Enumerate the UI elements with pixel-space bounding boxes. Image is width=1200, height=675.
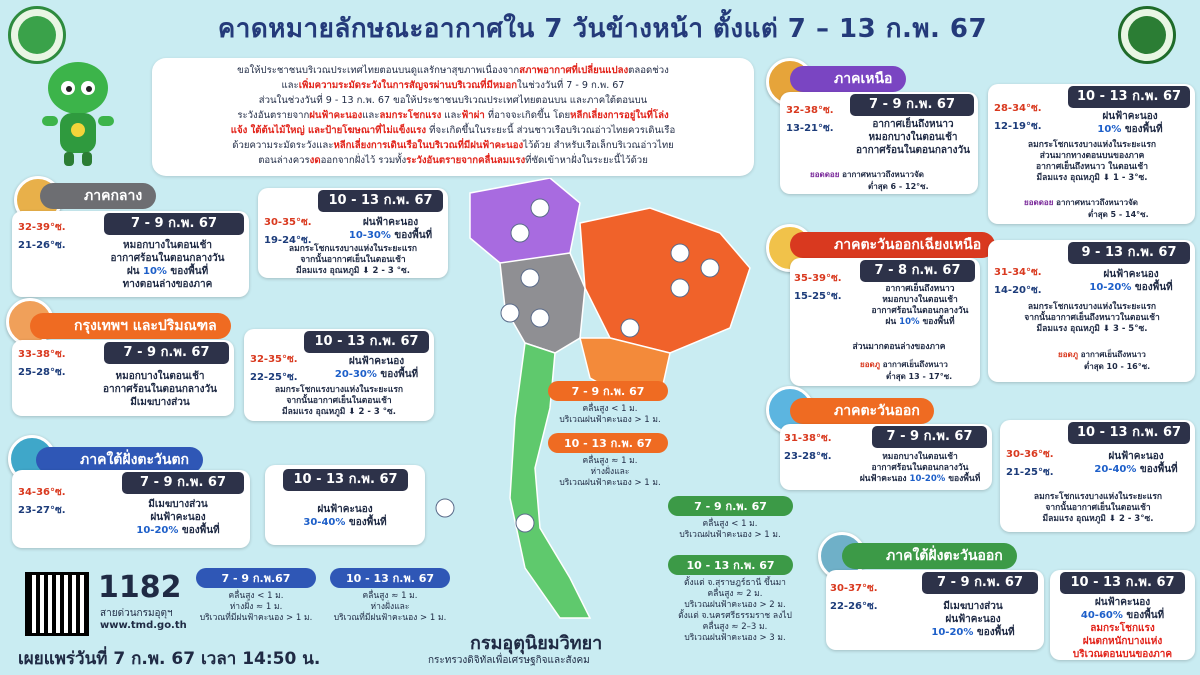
northeast-period2-card: 9 - 13 ก.พ. 67 31-34°ซ. 14-20°ซ. ฝนฟ้าคะนอง 10-20% ของพื้นที่ ลมกระโชกแรงบางแห่งในระยะแรก จากนั้นอากาศเย็นถึงหนาวในตอนเช้า มีลมแรง อุณหภูมิ ⬇ 3 - 5°ซ. ยอดภู อากาศเย็นถึงหนาว ต่ำสุด 10 - 16°ซ. — [988, 240, 1195, 382]
northeast-period1-card: 7 - 8 ก.พ. 67 35-39°ซ. 15-25°ซ. อากาศเย็นถึงหนาว หมอกบางในตอนเช้า อากาศร้อนในตอนกลางวัน ฝน 10% ของพื้นที่ ส่วนมากตอนล่างของภาค ยอดภู อากาศเย็นถึงหนาว ต่ำสุด 13 - 17°ซ. — [790, 258, 980, 386]
page-title: คาดหมายลักษณะอากาศใน 7 วันข้างหน้า ตั้งแต่ 7 – 13 ก.พ. 67 — [217, 14, 988, 44]
intro-advisory: ขอให้ประชาชนบริเวณประเทศไทยตอนบนดูแลรักษาสุขภาพเนื่องจากสภาพอากาศที่เปลี่ยนแปลงตลอดช่วง และเพิ่มความระมัดระวังในการสัญจรผ่านบริเวณที่มีหมอกในช่วงวันที่ 7 - 9 ก.พ. 67 ส่วนในช่วงวันที่ 9 - 13 ก.พ. 67 ขอให้ประชาชนบริเวณประเทศไทยตอนบน และภาคใต้ตอนบน ระวังอันตรายจากฝนฟ้าคะนองและลมกระโชกแรง และฟ้าผ่า ที่อาจจะเกิดขึ้น โดยหลีกเลี่ยงการอยู่ในที่โล่ง แจ้ง ใต้ต้นไม้ใหญ่ และป้ายโฆษณาที่ไม่แข็งแรง ที่จะเกิดขึ้นในระยะนี้ ส่วนชาวเรือบริเวณอ่าวไทยควรเดินเรือ ด้วยความระมัดระวังและหลีกเลี่ยงการเดินเรือในบริเวณที่มีฝนฟ้าคะนองไว้ด้วย สำหรับเรือเล็กบริเวณอ่าวไทย ตอนล่างควรงดออกจากฝั่งไว้ รวมทั้งระวังอันตรายจากคลื่นลมแรงที่ซัดเข้าหาฝั่งในระยะนี้ไว้ด้วย — [152, 58, 754, 176]
ministry-logo — [1118, 6, 1176, 64]
south-east-label: ภาคใต้ฝั่งตะวันออก — [842, 543, 1017, 569]
sea-gulf-b-text: คลื่นสูง ≈ 1 ม. ห่างฝั่งและ บริเวณฝนฟ้าคะนอง > 1 ม. — [559, 456, 661, 488]
north-period2-card: 10 - 13 ก.พ. 67 28-34°ซ. 12-19°ซ. ฝนฟ้าคะนอง 10% ของพื้นที่ ลมกระโชกแรงบางแห่งในระยะแรก ส่วนมากทางตอนบนของภาค อากาศเย็นถึงหนาว ในตอนเช้า มีลมแรง อุณหภูมิ ⬇ 1 - 3°ซ. ยอดดอย อากาศหนาวถึงหนาวจัด ต่ำสุด 5 - 14°ซ. — [988, 84, 1195, 224]
north-label: ภาคเหนือ — [790, 66, 906, 92]
east-period2-card: 10 - 13 ก.พ. 67 30-36°ซ. 21-25°ซ. ฝนฟ้าคะนอง 20-40% ของพื้นที่ ลมกระโชกแรงบางแห่งในระยะแรก จากนั้นอากาศเย็นในตอนเช้า มีลมแรง อุณหภูมิ ⬇ 2 - 3°ซ. — [1000, 420, 1195, 532]
south-west-period2-card: 10 - 13 ก.พ. 67 ฝนฟ้าคะนอง 30-40% ของพื้นที่ — [265, 465, 425, 545]
sea-south-b-header: 10 - 13 ก.พ. 67 — [668, 555, 793, 575]
northeast-label: ภาคตะวันออกเฉียงเหนือ — [790, 232, 995, 258]
hotline-label: สายด่วนกรมอุตุฯ — [100, 608, 173, 619]
sea-gulf-a-text: คลื่นสูง < 1 ม. บริเวณฝนฟ้าคะนอง > 1 ม. — [559, 404, 661, 425]
sea-andaman-a-text: คลื่นสูง < 1 ม. ห่างฝั่ง ≈ 1 ม. บริเวณที่มีฝนฟ้าคะนอง > 1 ม. — [199, 591, 313, 623]
bangkok-label: กรุงเทพฯ และปริมณฑล — [30, 313, 231, 339]
hotline-number: 1182 — [98, 570, 182, 605]
sea-gulf-b-header: 10 - 13 ก.พ. 67 — [548, 433, 668, 453]
website-link[interactable]: www.tmd.go.th — [100, 620, 187, 631]
qr-code-icon[interactable] — [25, 572, 89, 636]
east-period1-card: 7 - 9 ก.พ. 67 31-38°ซ. 23-28°ซ. หมอกบางในตอนเช้า อากาศร้อนในตอนกลางวัน ฝนฟ้าคะนอง 10-20% ของพื้นที่ — [780, 424, 992, 490]
sea-south-a-header: 7 - 9 ก.พ. 67 — [668, 496, 793, 516]
sea-south-b-text: ตั้งแต่ จ.สุราษฎร์ธานี ขึ้นมา คลื่นสูง ≈ 2 ม. บริเวณฝนฟ้าคะนอง > 2 ม. ตั้งแต่ จ.นครศรีธรรมราช ลงไป คลื่นสูง ≈ 2–3 ม. บริเวณฝนฟ้าคะนอง > 3 ม. — [678, 578, 792, 643]
central-period1-card: 7 - 9 ก.พ. 67 32-39°ซ. 21-26°ซ. หมอกบางในตอนเช้า อากาศร้อนในตอนกลางวัน ฝน 10% ของพื้นที่ ทางตอนล่างของภาค — [12, 211, 249, 297]
sea-south-a-text: คลื่นสูง < 1 ม. บริเวณฝนฟ้าคะนอง > 1 ม. — [679, 519, 781, 540]
north-period1-card: 7 - 9 ก.พ. 67 32-38°ซ. 13-21°ซ. อากาศเย็นถึงหนาว หมอกบางในตอนเช้า อากาศร้อนในตอนกลางวัน ยอดดอย อากาศหนาวถึงหนาวจัด ต่ำสุด 6 - 12°ซ. — [780, 92, 978, 194]
sea-andaman-b-text: คลื่นสูง ≈ 1 ม. ห่างฝั่งและ บริเวณที่มีฝนฟ้าคะนอง > 1 ม. — [333, 591, 447, 623]
mascot-icon — [28, 58, 128, 168]
tmd-logo — [8, 6, 66, 64]
published-date: เผยแพร่วันที่ 7 ก.พ. 67 เวลา 14:50 น. — [18, 649, 321, 669]
central-period2-card: 10 - 13 ก.พ. 67 30-35°ซ. 19-24°ซ. ฝนฟ้าคะนอง 10-30% ของพื้นที่ ลมกระโชกแรงบางแห่งในระยะแรก จากนั้นอากาศเย็นในตอนเช้า มีลมแรง อุณหภูมิ ⬇ 2 - 3 °ซ. — [258, 188, 448, 278]
sea-gulf-a-header: 7 - 9 ก.พ. 67 — [548, 381, 668, 401]
ministry-name: กระทรวงดิจิทัลเพื่อเศรษฐกิจและสังคม — [428, 655, 590, 666]
bangkok-period1-card: 7 - 9 ก.พ. 67 33-38°ซ. 25-28°ซ. หมอกบางในตอนเช้า อากาศร้อนในตอนกลางวัน มีเมฆบางส่วน — [12, 340, 234, 416]
east-label: ภาคตะวันออก — [790, 398, 934, 424]
south-east-period2-card: 10 - 13 ก.พ. 67 ฝนฟ้าคะนอง 40-60% ของพื้นที่ ลมกระโชกแรง ฝนตกหนักบางแห่ง บริเวณตอนบนของภาค — [1050, 570, 1195, 660]
sea-andaman-a-header: 7 - 9 ก.พ.67 — [196, 568, 316, 588]
bangkok-period2-card: 10 - 13 ก.พ. 67 32-35°ซ. 22-25°ซ. ฝนฟ้าคะนอง 20-30% ของพื้นที่ ลมกระโชกแรงบางแห่งในระยะแรก จากนั้นอากาศเย็นในตอนเช้า มีลมแรง อุณหภูมิ ⬇ 2 - 3 °ซ. — [244, 329, 434, 421]
south-west-label: ภาคใต้ฝั่งตะวันตก — [36, 447, 203, 473]
sea-andaman-b-header: 10 - 13 ก.พ. 67 — [330, 568, 450, 588]
south-west-period1-card: 7 - 9 ก.พ. 67 34-36°ซ. 23-27°ซ. มีเมฆบางส่วน ฝนฟ้าคะนอง 10-20% ของพื้นที่ — [12, 470, 250, 548]
department-name: กรมอุตุนิยมวิทยา — [470, 633, 603, 654]
central-label: ภาคกลาง — [40, 183, 156, 209]
south-east-period1-card: 7 - 9 ก.พ. 67 30-37°ซ. 22-26°ซ. มีเมฆบางส่วน ฝนฟ้าคะนอง 10-20% ของพื้นที่ — [826, 570, 1044, 650]
